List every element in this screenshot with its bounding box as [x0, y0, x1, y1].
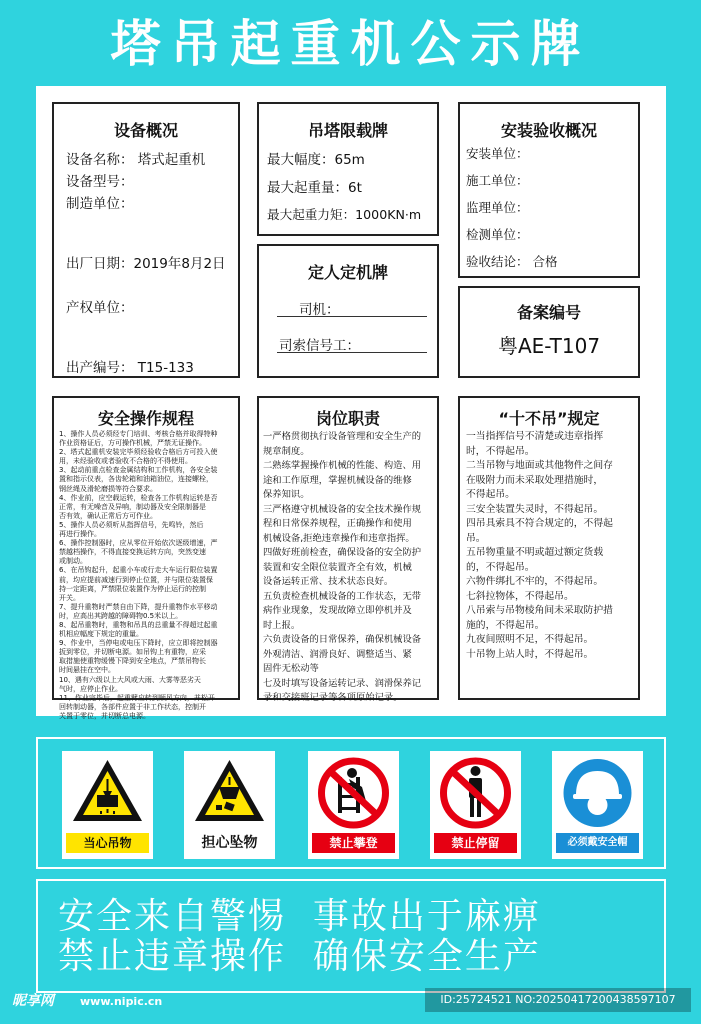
equipment-factory-date: 出厂日期：2019年8月2日 [66, 256, 226, 272]
ten-no-lift-line: 时，不得起吊。 [466, 445, 535, 457]
ten-no-lift-line: 施的，不得起吊。 [466, 619, 545, 631]
supervision-unit: 监理单位： [466, 200, 529, 215]
sign-hanging-load [62, 751, 153, 859]
ten-no-lift-line: 六物件绑扎不牢的，不得起吊。 [466, 576, 604, 587]
inspection-unit: 检测单位： [466, 227, 529, 242]
duty-line: 途和工作原理，掌握机械设备的维修 [263, 474, 412, 486]
signal-underline [277, 352, 427, 353]
duty-line: 五负责检查机械设备的工作状态，无带 [263, 590, 422, 602]
duty-line: 规章制度。 [263, 445, 310, 457]
slogan-box [36, 879, 666, 993]
duty-line: 固件无松动等 [263, 663, 319, 674]
ten-no-lift-line: 吊。 [466, 532, 486, 544]
ten-no-lift-box [458, 396, 640, 700]
duty-line: 录和交接班记录等各项原始记录。 [263, 692, 403, 703]
sign-label-wear-helmet: 必须戴安全帽 [556, 833, 639, 853]
duty-line: 时上报。 [263, 619, 301, 631]
safety-rule-line: 禁越档操作，不得直接变换运转方向，突然变速 [59, 548, 206, 557]
safety-rule-line: 用，未经验收或者验收不合格的不得使用。 [59, 457, 192, 466]
safety-rule-line: 作业资格证后，方可操作机械，严禁无证操作。 [59, 439, 206, 448]
signal-worker-label: 司索信号工： [279, 338, 360, 354]
record-box [458, 286, 640, 378]
duty-line: 程和日常保养规程，正确操作和使用 [263, 518, 412, 529]
record-number: 粤AE-T107 [497, 334, 601, 358]
safety-rule-line: 时，应高出其跨越的障碍物0.5米以上。 [59, 611, 183, 620]
operator-box [257, 244, 439, 378]
equipment-owner: 产权单位： [66, 300, 134, 316]
duties-list [263, 430, 421, 706]
equipment-heading: 设备概况 [113, 121, 178, 140]
sign-label-hanging-load: 当心吊物 [66, 833, 149, 853]
ten-no-lift-heading: “十不吊”规定 [498, 409, 600, 428]
ten-no-lift-line: 的，不得起吊。 [466, 561, 535, 573]
max-range: 最大幅度：65m [267, 152, 365, 168]
load-limit-heading: 吊塔限载牌 [307, 121, 388, 140]
slogan-line-1: 安全来自警惕 事故出于麻痹 [58, 896, 541, 937]
acceptance-conclusion: 验收结论： 合格 [466, 254, 558, 269]
sign-no-climbing [308, 751, 399, 859]
sign-falling-object [184, 751, 275, 859]
duties-heading: 岗位职责 [315, 409, 380, 428]
ten-no-lift-line: 五吊物重量不明或超过额定货载 [466, 547, 604, 558]
safety-rule-line: 正常，有无噪音及异响，制动器及安全限制器是 [59, 502, 206, 511]
driver-underline [277, 316, 427, 317]
safety-rule-line: 4、作业前，应空载运转，检查各工作机构运转是否 [59, 493, 218, 502]
ten-no-lift-list [466, 430, 613, 662]
slogan-line-2: 禁止违章操作 确保安全生产 [58, 936, 541, 977]
safety-rule-line: 7、提升重物时严禁自由下降，提升重物作水平移动 [59, 602, 218, 611]
safety-rule-line: 扳到零位，并切断电源。如吊钩上有重物，应采 [59, 648, 206, 657]
safety-rule-line: 或制动。 [59, 557, 87, 566]
safety-rule-line: 时间悬挂在空中。 [59, 666, 115, 675]
safety-rule-line: 2、塔式起重机安装完毕须经验收合格后方可投入使 [59, 448, 218, 457]
safety-rules-heading: 安全操作规程 [97, 409, 194, 428]
duty-line: 四做好班前检查，确保设备的安全防护 [263, 547, 422, 558]
safety-rule-line: 1、操作人员必须经专门培训、考核合格并取得特种 [59, 430, 218, 438]
operator-heading: 定人定机牌 [307, 263, 388, 282]
safety-rule-line: 3、起动前重点检查金属结构和工作机构，各安全装 [59, 466, 218, 475]
duty-line: 三严格遵守机械设备的安全技术操作规 [263, 503, 422, 515]
safety-rule-line: 10、遇有六级以上大风或大雨、大雾等恶劣天 [59, 675, 201, 684]
no-standing-icon [438, 757, 513, 829]
equipment-overview-box [52, 102, 240, 378]
duty-line: 六负责设备的日常保养，确保机械设备 [263, 634, 422, 645]
install-unit: 安装单位： [466, 146, 529, 161]
duty-line: 装置和安全限位装置齐全有效，机械 [263, 561, 412, 573]
equipment-name: 设备名称： 塔式起重机 [66, 152, 206, 168]
duty-line: 七及时填写设备运转记录、润滑保养记 [263, 677, 422, 689]
sign-label-falling-object: 担心坠物 [201, 835, 258, 851]
safety-rule-line: 11、作业完毕后，起重臂应转到顺风方向，并松开 [59, 693, 215, 702]
watermark-url: www.nipic.cn [80, 995, 163, 1008]
sign-wear-helmet [552, 751, 643, 859]
safety-rule-line: 关置于零位，并切断总电源。 [59, 711, 150, 720]
acceptance-heading: 安装验收概况 [500, 121, 597, 140]
ten-no-lift-line: 二当吊物与地面或其他物件之间存 [466, 460, 613, 471]
ten-no-lift-line: 三安全装置失灵时，不得起吊。 [466, 503, 604, 515]
ten-no-lift-line: 十吊物上站人时，不得起吊。 [466, 648, 594, 660]
safety-rule-line: 回转制动器，各部件应置于非工作状态，控制开 [59, 702, 206, 711]
sign-no-standing [430, 751, 521, 859]
safety-signs-row [36, 737, 666, 869]
driver-label: 司机： [299, 302, 340, 318]
ten-no-lift-line: 八吊索与吊物棱角间未采取防护措 [466, 605, 613, 616]
duty-line: 一严格贯彻执行设备管理和安全生产的 [263, 431, 422, 442]
safety-rule-line: 持一定距离，严禁限位装置作为停止运行的控制 [59, 584, 206, 593]
falling-object-warning-icon [192, 757, 267, 827]
duties-box [257, 396, 439, 703]
max-weight: 最大起重量：6t [267, 180, 362, 196]
safety-rule-line: 置和指示仪表，各齿轮箱和油箱油位，连接螺栓， [59, 475, 213, 484]
safety-rule-line: 6、操作控制器时，应从零位开始依次逐级增速，严 [59, 539, 218, 548]
safety-rule-line: 8、起吊重物时，重物和吊具的总重量不得超过起重 [59, 620, 218, 629]
safety-rule-line: 前，均应提前减速行到停止位置，并与限位装置保 [59, 575, 213, 584]
ten-no-lift-line: 九夜间照明不足，不得起吊。 [466, 634, 594, 645]
info-panel [36, 86, 666, 720]
duty-line: 外观清洁、润滑良好、调整适当、紧 [263, 648, 412, 660]
hanging-load-warning-icon [70, 757, 145, 827]
max-torque: 最大起重力矩：1000KN·m [267, 207, 422, 222]
record-heading: 备案编号 [516, 303, 581, 322]
duty-line: 机械设备,拒绝违章操作和违章指挥。 [263, 532, 415, 544]
acceptance-box [458, 102, 640, 278]
duty-line: 二熟练掌握操作机械的性能、构造、用 [263, 460, 422, 471]
safety-rule-line: 开关。 [59, 593, 80, 602]
sign-label-no-climbing: 禁止攀登 [312, 833, 395, 853]
safety-rule-line: 钢丝绳及滑轮磨损等符合要求。 [59, 484, 157, 493]
ten-no-lift-line: 一当指挥信号不清楚或违章指挥 [466, 431, 604, 442]
safety-rule-line: 5、操作人员必须听从指挥信号，先鸣铃，然后 [59, 520, 204, 529]
watermark-logo: 昵享网 [12, 993, 54, 1009]
no-climbing-icon [316, 757, 391, 829]
sign-label-no-standing: 禁止停留 [434, 833, 517, 853]
safety-rule-line: 9、作业中，当停电或电压下降时，应立即将控制器 [59, 639, 218, 648]
duty-line: 设备运转正常、技术状态良好。 [263, 576, 394, 587]
safety-rule-line: 6、在吊钩起升，起重小车或行走大车运行限位装置 [59, 566, 218, 575]
duty-line: 保养知识。 [263, 489, 310, 500]
construction-unit: 施工单位： [466, 173, 529, 188]
safety-rules-list [59, 430, 217, 721]
wear-helmet-icon [560, 757, 635, 829]
duty-line: 病作业现象，发现故障立即停机并及 [263, 605, 412, 616]
ten-no-lift-line: 四吊具索具不符合规定的，不得起 [466, 518, 613, 529]
equipment-model: 设备型号： [66, 174, 134, 190]
safety-rule-line: 再进行操作。 [59, 530, 101, 539]
load-limit-box [257, 102, 439, 236]
ten-no-lift-line: 不得起吊。 [466, 489, 515, 500]
ten-no-lift-line: 在吸附力而未采取处理措施时， [466, 474, 604, 486]
equipment-serial: 出产编号： T15-133 [66, 360, 194, 376]
page-title: 塔吊起重机公示牌 [110, 15, 591, 73]
safety-rule-line: 取措施使重物缓慢下降到安全地点，严禁吊物长 [59, 657, 206, 666]
ten-no-lift-line: 七斜拉物体，不得起吊。 [466, 590, 574, 602]
watermark-id: ID:25724521 NO:20250417200438597107 [425, 988, 691, 1012]
safety-rule-line: 否有效，确认正常后方可作业。 [59, 511, 157, 520]
equipment-manufacturer: 制造单位： [66, 196, 134, 212]
safety-rule-line: 机相应幅度下规定的重量。 [59, 630, 143, 639]
safety-rule-line: 气时，应停止作业。 [59, 684, 122, 693]
safety-rules-box [52, 396, 240, 720]
